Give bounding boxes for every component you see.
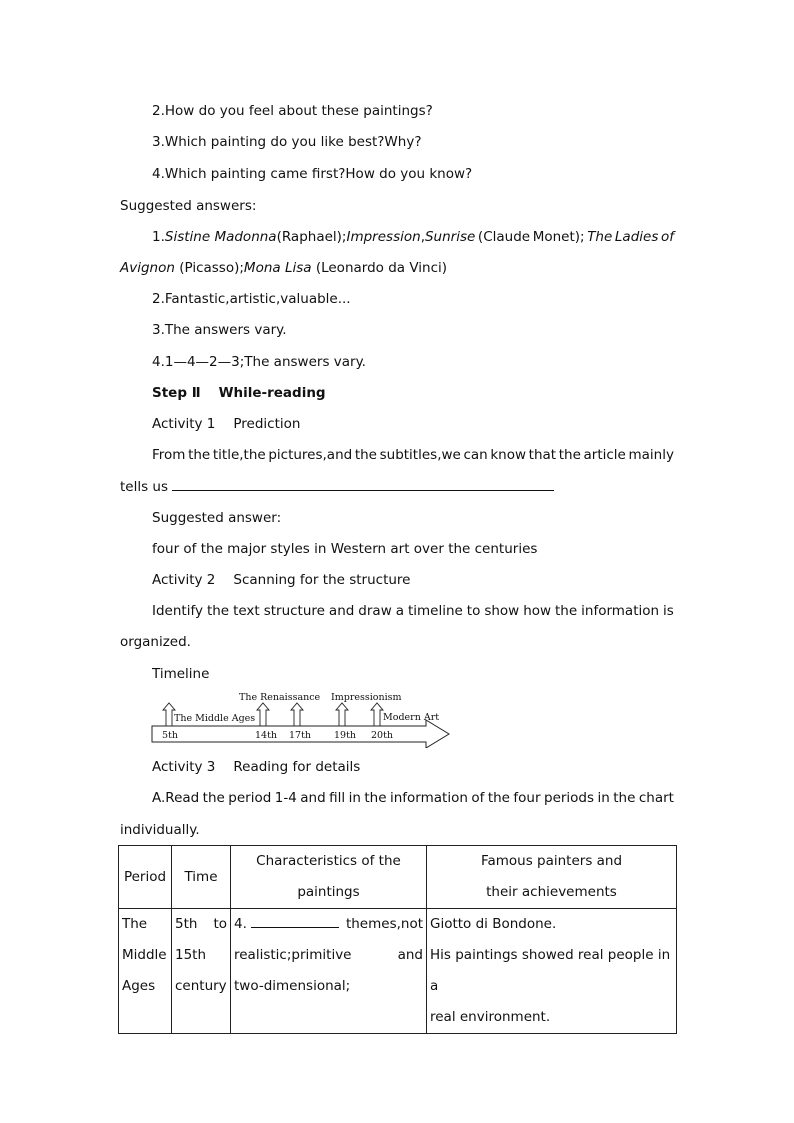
word: can xyxy=(463,447,488,463)
word: the xyxy=(613,790,636,806)
word: draw xyxy=(358,603,392,619)
answer-2: 2.Fantastic,artistic,valuable... xyxy=(152,291,351,307)
activity-3-line-1 xyxy=(152,788,674,808)
word: timeline xyxy=(407,603,463,619)
word: Identify xyxy=(152,603,203,619)
word: the xyxy=(202,790,225,806)
cell-period: The Middle Ages xyxy=(119,909,172,1034)
header-famous-painters: Famous painters and their achievements xyxy=(427,846,677,909)
word: the xyxy=(487,790,510,806)
word: periods xyxy=(544,790,595,806)
answer-4: 4.1—4—2—3;The answers vary. xyxy=(152,354,366,370)
answer-1-word: of xyxy=(660,229,674,245)
header-period: Period xyxy=(119,846,172,909)
up-arrow-19th xyxy=(336,703,348,726)
question-3: 3.Which painting do you like best?Why? xyxy=(152,134,422,150)
activity-1-heading: Activity 1 Prediction xyxy=(152,416,301,432)
activity-2-line-1 xyxy=(152,601,674,621)
period-label-impressionism: Impressionism xyxy=(331,692,402,703)
activity-3-heading: Activity 3 Reading for details xyxy=(152,759,361,775)
word: mainly xyxy=(628,447,674,463)
period-label-modern-art: Modern Art xyxy=(383,712,440,723)
answer-3: 3.The answers vary. xyxy=(152,322,287,338)
word: to xyxy=(466,603,481,619)
timeline-diagram xyxy=(150,686,452,748)
word: the xyxy=(354,447,377,463)
up-arrow-20th xyxy=(371,703,383,726)
period-label-renaissance: The Renaissance xyxy=(239,692,321,703)
cell-famous-painters: Giotto di Bondone. His paintings showed real people in a real environment. xyxy=(427,909,677,1034)
word: From xyxy=(152,447,186,463)
word: the xyxy=(364,790,387,806)
word: a xyxy=(395,603,404,619)
answer-1-painting-1: 1.Sistine Madonna(Raphael);Impression,Sunrise xyxy=(152,229,476,245)
word: the xyxy=(188,447,211,463)
word: know xyxy=(490,447,527,463)
answer-1-line-2: Avignon (Picasso);Mona Lisa (Leonardo da Vinci) xyxy=(120,260,448,276)
word: the xyxy=(206,603,230,619)
activity-1-line-2: tells us xyxy=(120,476,554,497)
century-label: 5th xyxy=(162,730,178,741)
word: A.Read xyxy=(152,790,200,806)
word: subtitles,we xyxy=(379,447,461,463)
cell-characteristics: 4. themes,not realistic;primitive and two-dimensional; xyxy=(231,909,427,1034)
step-heading: Step Ⅱ While-reading xyxy=(152,385,326,401)
century-label: 19th xyxy=(334,730,357,741)
answer-blank xyxy=(172,476,554,491)
period-label-middle-ages: The Middle Ages xyxy=(174,713,256,724)
word: how xyxy=(523,603,552,619)
answer-1-word: (Claude xyxy=(477,229,531,245)
word: pictures,and xyxy=(268,447,353,463)
word: information xyxy=(581,603,660,619)
answer-1-line-1 xyxy=(152,227,674,247)
word: chart xyxy=(638,790,674,806)
answer-1-word: The xyxy=(587,229,613,245)
word: title,the xyxy=(212,447,266,463)
word: that xyxy=(528,447,557,463)
activity-3-line-2: individually. xyxy=(120,822,200,838)
word: period xyxy=(228,790,272,806)
word: fill xyxy=(329,790,346,806)
activity-1-answer: four of the major styles in Western art over the centuries xyxy=(152,541,538,557)
word: of xyxy=(471,790,485,806)
word: article xyxy=(583,447,626,463)
word: in xyxy=(597,790,610,806)
word: 1-4 xyxy=(274,790,297,806)
cell-time: 5th to 15th century xyxy=(172,909,231,1034)
header-characteristics: Characteristics of the paintings xyxy=(231,846,427,909)
word: in xyxy=(348,790,361,806)
word: and xyxy=(328,603,355,619)
question-4: 4.Which painting came first?How do you know? xyxy=(152,166,473,182)
answer-blank xyxy=(251,913,339,928)
word: the xyxy=(558,447,581,463)
word: and xyxy=(300,790,326,806)
question-2: 2.How do you feel about these paintings? xyxy=(152,103,433,119)
table-header-row xyxy=(119,846,677,909)
century-label: 14th xyxy=(255,730,278,741)
table-row xyxy=(119,909,677,1034)
word: information xyxy=(389,790,468,806)
word: text xyxy=(233,603,260,619)
century-label: 20th xyxy=(371,730,394,741)
activity-1-answer-label: Suggested answer: xyxy=(152,510,282,526)
header-time: Time xyxy=(172,846,231,909)
suggested-answers-heading: Suggested answers: xyxy=(120,198,257,214)
answer-1-word: Monet); xyxy=(532,229,585,245)
word: four xyxy=(513,790,541,806)
activity-2-line-2: organized. xyxy=(120,634,191,650)
answer-1-word: Ladies xyxy=(614,229,659,245)
century-label: 17th xyxy=(289,730,312,741)
word: the xyxy=(555,603,578,619)
word: is xyxy=(663,603,674,619)
up-arrow-14th xyxy=(257,703,269,726)
timeline-label: Timeline xyxy=(152,666,210,682)
word: structure xyxy=(263,603,325,619)
activity-1-line-1 xyxy=(152,445,674,465)
activity-2-heading: Activity 2 Scanning for the structure xyxy=(152,572,411,588)
up-arrow-17th xyxy=(291,703,303,726)
word: show xyxy=(484,603,520,619)
periods-chart xyxy=(118,845,677,1034)
